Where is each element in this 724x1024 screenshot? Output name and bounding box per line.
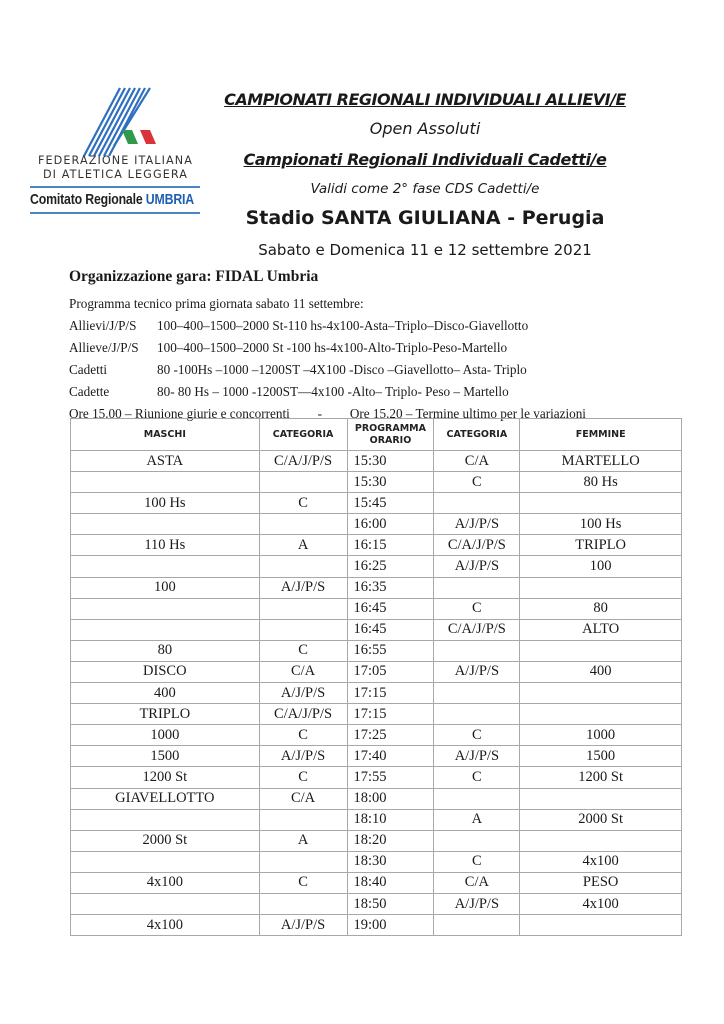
maschi-category-cell: C	[259, 493, 347, 514]
federation-line-2: DI ATLETICA LEGGERA	[42, 168, 189, 181]
femmine-event-cell: 80	[520, 598, 682, 619]
maschi-event-cell: 2000 St	[71, 830, 260, 851]
program-line	[69, 340, 507, 356]
femmine-event-cell: PESO	[520, 872, 682, 893]
femmine-category-cell: C/A/J/P/S	[434, 535, 520, 556]
validity-note: Validi come 2° fase CDS Cadetti/e	[310, 181, 540, 197]
table-row	[71, 577, 682, 598]
maschi-category-cell	[259, 809, 347, 830]
table-row	[71, 493, 682, 514]
table-row	[71, 725, 682, 746]
maschi-event-cell	[71, 514, 260, 535]
table-row	[71, 640, 682, 661]
fidal-emblem-icon	[80, 86, 160, 158]
maschi-event-cell: DISCO	[71, 661, 260, 682]
maschi-event-cell	[71, 809, 260, 830]
header-femmine: FEMMINE	[520, 419, 682, 451]
time-cell: 16:45	[347, 619, 434, 640]
femmine-category-cell: A/J/P/S	[434, 556, 520, 577]
time-cell: 17:15	[347, 683, 434, 704]
maschi-category-cell	[259, 619, 347, 640]
maschi-event-cell: 100	[71, 577, 260, 598]
time-cell: 18:10	[347, 809, 434, 830]
federation-name	[28, 154, 203, 182]
subtitle-open: Open Assoluti	[369, 119, 481, 138]
femmine-category-cell: A/J/P/S	[434, 514, 520, 535]
time-cell: 18:40	[347, 872, 434, 893]
femmine-event-cell: 100	[520, 556, 682, 577]
femmine-category-cell: C/A	[434, 451, 520, 472]
femmine-category-cell: C	[434, 851, 520, 872]
table-row	[71, 661, 682, 682]
maschi-event-cell: 400	[71, 683, 260, 704]
main-title: CAMPIONATI REGIONALI INDIVIDUALI ALLIEVI/E	[224, 90, 626, 109]
region-label: UMBRIA	[145, 191, 195, 208]
maschi-event-cell: 100 Hs	[71, 493, 260, 514]
table-row	[71, 556, 682, 577]
femmine-category-cell	[434, 830, 520, 851]
maschi-category-cell: C/A	[259, 788, 347, 809]
program-events: 100–400–1500–2000 St -100 hs-4x100-Alto-Triplo-Peso-Martello	[157, 340, 508, 355]
variations-deadline-note: Ore 15.20 – Termine ultimo per le variazioni	[349, 406, 586, 421]
maschi-category-cell: C	[259, 725, 347, 746]
table-row	[71, 598, 682, 619]
maschi-event-cell: 4x100	[71, 915, 260, 936]
maschi-event-cell	[71, 472, 260, 493]
time-cell: 17:05	[347, 661, 434, 682]
femmine-category-cell	[434, 704, 520, 725]
femmine-event-cell: 1000	[520, 725, 682, 746]
time-cell: 15:45	[347, 493, 434, 514]
time-cell: 17:55	[347, 767, 434, 788]
femmine-event-cell	[520, 640, 682, 661]
maschi-event-cell	[71, 556, 260, 577]
table-row	[71, 788, 682, 809]
femmine-event-cell	[520, 577, 682, 598]
femmine-category-cell	[434, 577, 520, 598]
femmine-category-cell	[434, 788, 520, 809]
maschi-category-cell	[259, 598, 347, 619]
table-row	[71, 851, 682, 872]
femmine-event-cell: 4x100	[520, 851, 682, 872]
femmine-event-cell: 400	[520, 661, 682, 682]
logo-divider-top	[30, 186, 200, 188]
time-cell: 18:50	[347, 893, 434, 914]
maschi-event-cell: 1500	[71, 746, 260, 767]
table-row	[71, 872, 682, 893]
time-cell: 15:30	[347, 451, 434, 472]
time-cell: 18:00	[347, 788, 434, 809]
femmine-event-cell	[520, 493, 682, 514]
time-cell: 16:55	[347, 640, 434, 661]
program-events: 80- 80 Hs – 1000 -1200ST—4x100 -Alto– Triplo- Peso – Martello	[157, 384, 509, 399]
femmine-event-cell: 4x100	[520, 893, 682, 914]
femmine-category-cell: C	[434, 598, 520, 619]
program-line	[69, 384, 509, 400]
femmine-category-cell: A/J/P/S	[434, 661, 520, 682]
maschi-event-cell	[71, 598, 260, 619]
femmine-category-cell: C	[434, 472, 520, 493]
jury-meeting-note: Ore 15.00 – Riunione giurie e concorrenti	[69, 406, 290, 421]
femmine-event-cell: 80 Hs	[520, 472, 682, 493]
program-intro: Programma tecnico prima giornata sabato 11 settembre:	[69, 296, 364, 311]
femmine-category-cell: A/J/P/S	[434, 746, 520, 767]
femmine-event-cell: TRIPLO	[520, 535, 682, 556]
header-categoria-f: CATEGORIA	[434, 419, 520, 451]
header-programma-orario	[347, 419, 434, 451]
femmine-event-cell	[520, 704, 682, 725]
program-category: Allievi/J/P/S	[69, 318, 137, 333]
schedule-table	[70, 418, 682, 936]
fidal-logo	[28, 86, 203, 221]
maschi-category-cell	[259, 851, 347, 872]
committee-label: Comitato Regionale	[30, 191, 143, 208]
header-programma: PROGRAMMA	[354, 422, 426, 434]
maschi-category-cell	[259, 472, 347, 493]
header-maschi: MASCHI	[71, 419, 260, 451]
time-cell: 16:25	[347, 556, 434, 577]
program-events: 100–400–1500–2000 St-110 hs-4x100-Asta–Triplo–Disco-Giavellotto	[157, 318, 529, 333]
logo-divider-bottom	[30, 212, 200, 214]
maschi-category-cell: C/A	[259, 661, 347, 682]
femmine-category-cell: C	[434, 767, 520, 788]
table-row	[71, 746, 682, 767]
femmine-event-cell	[520, 915, 682, 936]
maschi-category-cell: A/J/P/S	[259, 577, 347, 598]
maschi-category-cell: C	[259, 640, 347, 661]
program-line	[69, 362, 527, 378]
femmine-category-cell: A	[434, 809, 520, 830]
maschi-category-cell: C	[259, 872, 347, 893]
time-cell: 17:15	[347, 704, 434, 725]
venue: Stadio SANTA GIULIANA - Perugia	[245, 207, 605, 229]
maschi-category-cell	[259, 556, 347, 577]
table-row	[71, 683, 682, 704]
time-cell: 17:40	[347, 746, 434, 767]
program-category: Cadette	[69, 384, 110, 399]
maschi-event-cell: 1000	[71, 725, 260, 746]
femmine-category-cell: C/A/J/P/S	[434, 619, 520, 640]
maschi-event-cell: TRIPLO	[71, 704, 260, 725]
femmine-event-cell: ALTO	[520, 619, 682, 640]
maschi-category-cell: A	[259, 830, 347, 851]
maschi-event-cell: ASTA	[71, 451, 260, 472]
program-category: Allieve/J/P/S	[69, 340, 139, 355]
cadetti-title: Campionati Regionali Individuali Cadetti/e	[243, 150, 607, 169]
table-row	[71, 830, 682, 851]
femmine-event-cell	[520, 683, 682, 704]
maschi-category-cell: C/A/J/P/S	[259, 451, 347, 472]
femmine-event-cell: 100 Hs	[520, 514, 682, 535]
event-dates: Sabato e Domenica 11 e 12 settembre 2021	[258, 241, 592, 259]
organization: Organizzazione gara: FIDAL Umbria	[69, 268, 319, 285]
notes-separator: -	[317, 406, 323, 421]
program-line	[69, 318, 528, 334]
femmine-category-cell: C	[434, 725, 520, 746]
program-category: Cadetti	[69, 362, 108, 377]
maschi-event-cell: 80	[71, 640, 260, 661]
table-row	[71, 767, 682, 788]
femmine-event-cell: 2000 St	[520, 809, 682, 830]
maschi-category-cell: A/J/P/S	[259, 915, 347, 936]
time-cell: 15:30	[347, 472, 434, 493]
table-row	[71, 915, 682, 936]
femmine-category-cell	[434, 493, 520, 514]
time-cell: 16:35	[347, 577, 434, 598]
table-row	[71, 893, 682, 914]
femmine-category-cell	[434, 915, 520, 936]
time-cell: 19:00	[347, 915, 434, 936]
femmine-event-cell	[520, 830, 682, 851]
table-header-row	[71, 419, 682, 451]
program-events: 80 -100Hs –1000 –1200ST –4X100 -Disco –Giavellotto– Asta- Triplo	[157, 362, 527, 377]
table-row	[71, 451, 682, 472]
table-row	[71, 472, 682, 493]
maschi-category-cell: A	[259, 535, 347, 556]
femmine-event-cell: MARTELLO	[520, 451, 682, 472]
femmine-event-cell: 1500	[520, 746, 682, 767]
regional-committee	[30, 191, 195, 208]
femmine-event-cell: 1200 St	[520, 767, 682, 788]
time-cell: 16:45	[347, 598, 434, 619]
maschi-event-cell: 110 Hs	[71, 535, 260, 556]
maschi-category-cell: A/J/P/S	[259, 746, 347, 767]
maschi-event-cell	[71, 851, 260, 872]
maschi-category-cell: C/A/J/P/S	[259, 704, 347, 725]
table-row	[71, 514, 682, 535]
time-cell: 16:00	[347, 514, 434, 535]
femmine-category-cell: A/J/P/S	[434, 893, 520, 914]
table-row	[71, 535, 682, 556]
table-row	[71, 704, 682, 725]
maschi-category-cell: C	[259, 767, 347, 788]
maschi-event-cell: 1200 St	[71, 767, 260, 788]
femmine-category-cell	[434, 683, 520, 704]
maschi-event-cell	[71, 893, 260, 914]
time-cell: 16:15	[347, 535, 434, 556]
table-row	[71, 809, 682, 830]
table-row	[71, 619, 682, 640]
maschi-category-cell	[259, 893, 347, 914]
maschi-category-cell: A/J/P/S	[259, 683, 347, 704]
time-cell: 17:25	[347, 725, 434, 746]
time-cell: 18:30	[347, 851, 434, 872]
femmine-event-cell	[520, 788, 682, 809]
header-orario: ORARIO	[369, 434, 412, 446]
maschi-event-cell: GIAVELLOTTO	[71, 788, 260, 809]
femmine-category-cell: C/A	[434, 872, 520, 893]
maschi-event-cell	[71, 619, 260, 640]
maschi-event-cell: 4x100	[71, 872, 260, 893]
federation-line-1: FEDERAZIONE ITALIANA	[37, 154, 194, 167]
time-cell: 18:20	[347, 830, 434, 851]
femmine-category-cell	[434, 640, 520, 661]
header-categoria-m: CATEGORIA	[259, 419, 347, 451]
maschi-category-cell	[259, 514, 347, 535]
